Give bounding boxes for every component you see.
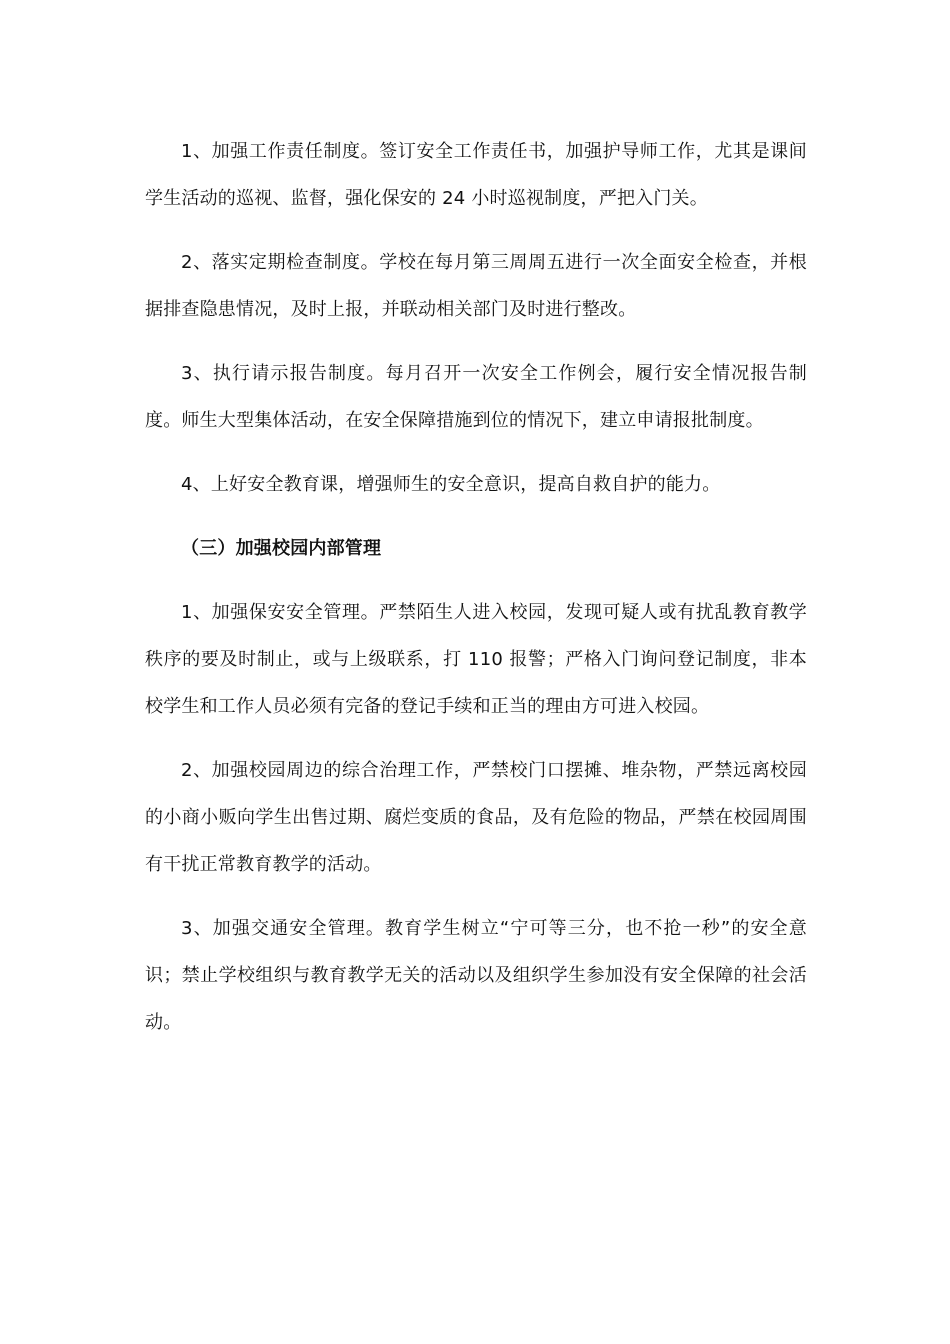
paragraph-traffic-safety: 3、加强交通安全管理。教育学生树立“宁可等三分，也不抢一秒”的安全意识；禁止学校组织与教育教学无关的活动以及组织学生参加没有安全保障的社会活动。 bbox=[145, 918, 807, 1033]
paragraph-safety-education: 4、上好安全教育课，增强师生的安全意识，提高自救自护的能力。 bbox=[181, 474, 721, 495]
paragraph-inspection-system: 2、落实定期检查制度。学校在每月第三周周五进行一次全面安全检查，并根据排查隐患情况，及时上报，并联动相关部门及时进行整改。 bbox=[145, 252, 807, 320]
document-body bbox=[145, 128, 807, 1063]
paragraph-reporting-system: 3、执行请示报告制度。每月召开一次安全工作例会，履行安全情况报告制度。师生大型集体活动，在安全保障措施到位的情况下，建立申请报批制度。 bbox=[145, 363, 807, 431]
section-heading-internal-management: （三）加强校园内部管理 bbox=[181, 538, 382, 559]
paragraph-responsibility-system: 1、加强工作责任制度。签订安全工作责任书，加强护导师工作，尤其是课间学生活动的巡视、监督，强化保安的 24 小时巡视制度，严把入门关。 bbox=[145, 141, 807, 209]
paragraph-surroundings-management: 2、加强校园周边的综合治理工作，严禁校门口摆摊、堆杂物，严禁远离校园的小商小贩向学生出售过期、腐烂变质的食品，及有危险的物品，严禁在校园周围有干扰正常教育教学的活动。 bbox=[145, 760, 807, 875]
paragraph-security-management: 1、加强保安安全管理。严禁陌生人进入校园，发现可疑人或有扰乱教育教学秩序的要及时制止，或与上级联系，打 110 报警；严格入门询问登记制度，非本校学生和工作人员必须有完备的登记手续和正当的理由方可进入校园。 bbox=[145, 602, 807, 717]
